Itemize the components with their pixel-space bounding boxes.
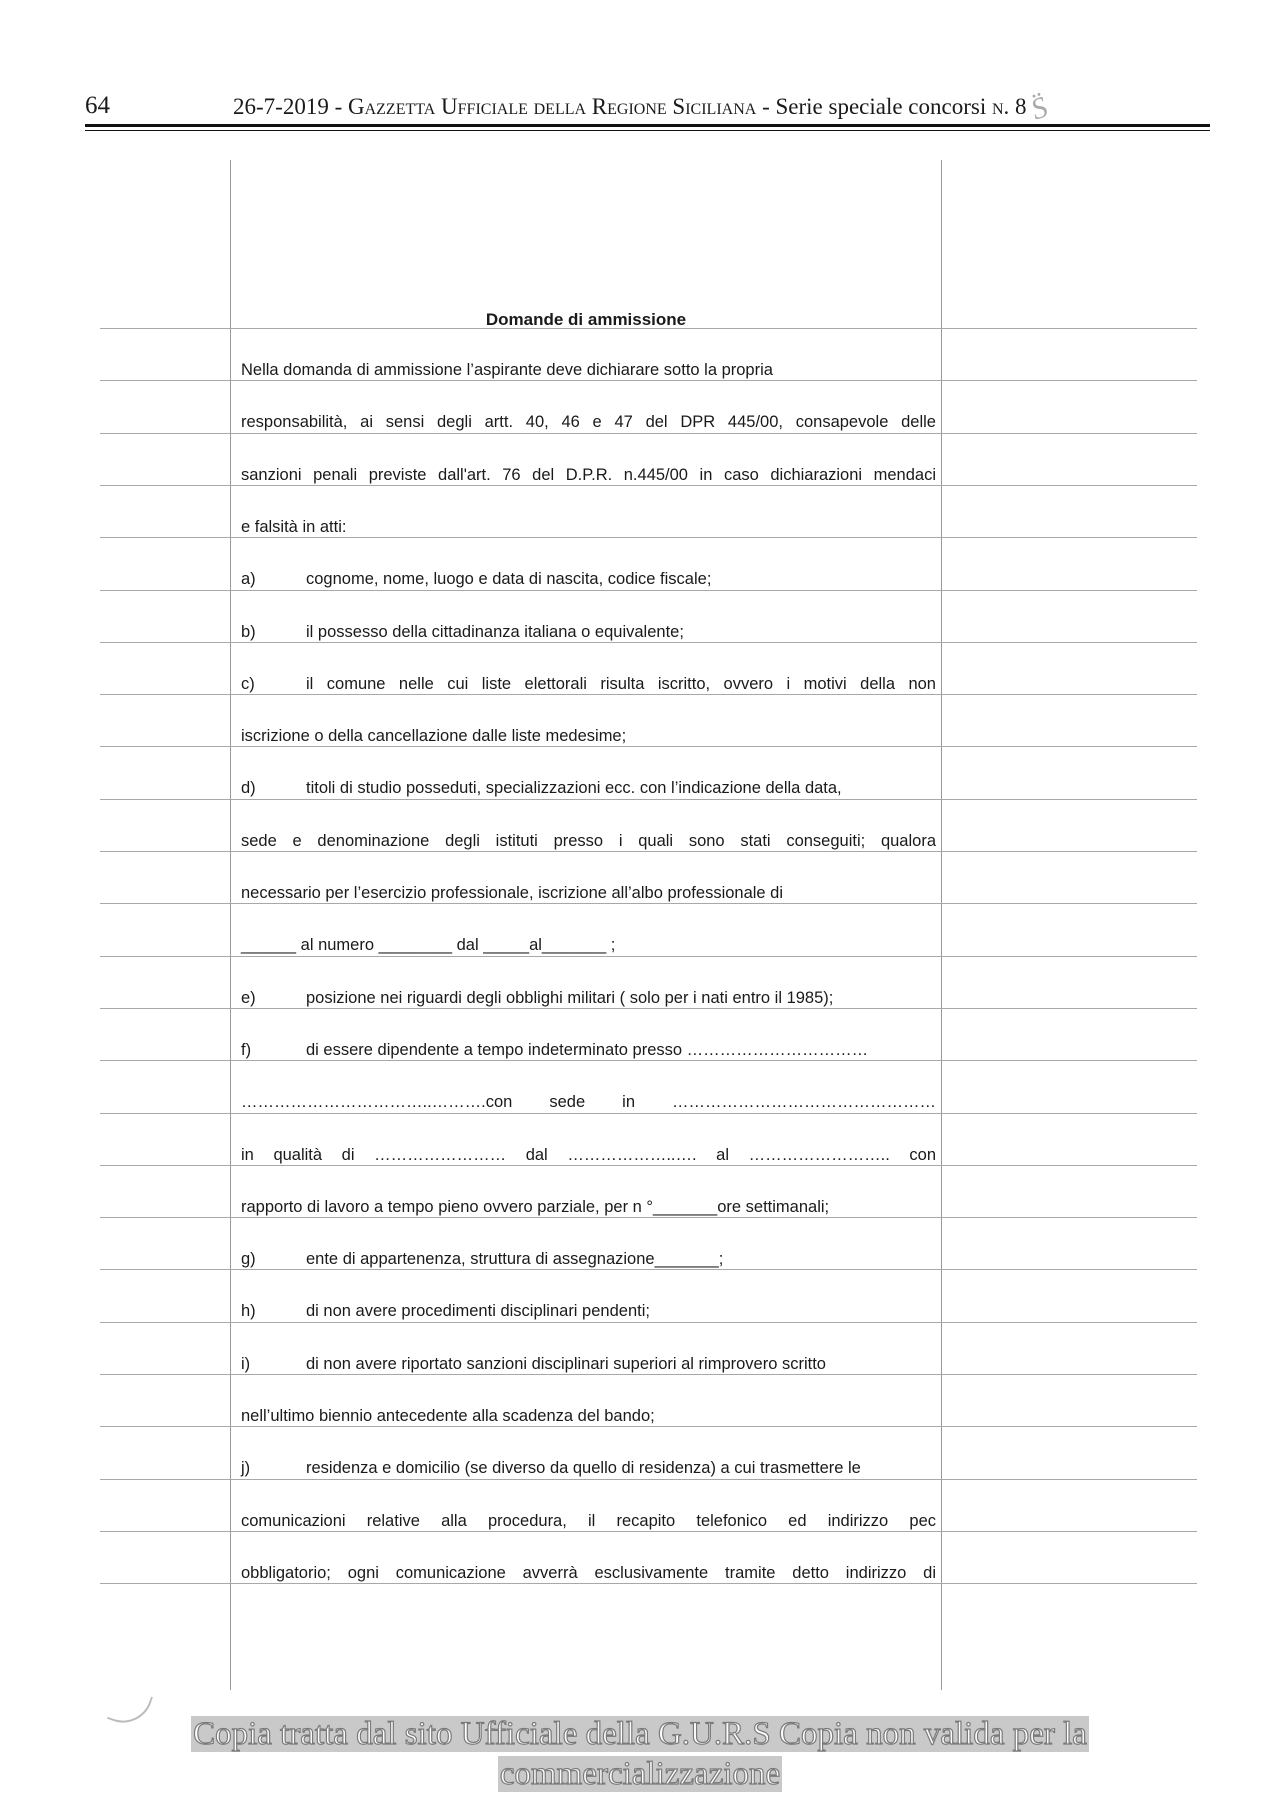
form-line [241,1564,936,1586]
header-title [233,94,1027,120]
series-name: - Serie speciale concorsi [756,94,992,119]
line-text: ……………………………..……….con sede in ………………………………………… [241,1093,936,1111]
line-text: sede e denominazione degli istituti presso i quali sono stati conseguiti; qualora [241,832,936,850]
item-label: f) [241,1041,252,1059]
right-margin-line [941,160,942,1690]
line-text: responsabilità, ai sensi degli artt. 40, 46 e 47 del DPR 445/00, consapevole delle [241,413,936,431]
publication-name: Gazzetta Ufficiale della Regione Siciliana [347,94,757,119]
line-text: rapporto di lavoro a tempo pieno ovvero parziale, per n °_______ore settimanali; [241,1198,830,1216]
header-date: 26-7-2019 - [233,94,348,119]
watermark-line-1: Copia tratta dal sito Ufficiale della G.U.R.S Copia non valida per la [193,1716,1087,1752]
form-line [241,1512,936,1534]
item-label: i) [241,1355,251,1373]
line-text: di non avere riportato sanzioni disciplinari superiori al rimprovero scritto [306,1355,826,1373]
form-line [241,1355,936,1377]
form-line [241,779,936,801]
form-line [241,1093,936,1115]
item-label: b) [241,623,256,641]
line-text: sanzioni penali previste dall'art. 76 del D.P.R. n.445/00 in caso dichiarazioni mendaci [241,466,936,484]
form-line [241,413,936,435]
page-number: 64 [85,92,110,119]
item-label: e) [241,989,256,1007]
issue-prefix: n. [991,94,1010,119]
form-line [241,675,936,697]
form-line [241,623,936,645]
watermark-line-2: commercializzazione [499,1756,781,1792]
line-text: in qualità di …………………… dal ………………..…. al …………………….. con [241,1146,936,1164]
line-text: il possesso della cittadinanza italiana o equivalente; [306,623,684,641]
item-label: d) [241,779,256,797]
item-label: c) [241,675,255,693]
form-line [241,936,936,958]
form-line [241,989,936,1011]
issue-number: 8 [1009,94,1027,119]
line-text: comunicazioni relative alla procedura, il recapito telefonico ed indirizzo pec [241,1512,936,1530]
form-line [241,1407,936,1429]
line-text: posizione nei riguardi degli obblighi militari ( solo per i nati entro il 1985); [306,989,834,1007]
form-line [241,1250,936,1272]
line-text: il comune nelle cui liste elettorali risulta iscritto, ovvero i motivi della non [306,675,936,693]
form-line [241,1459,936,1481]
line-text: di non avere procedimenti disciplinari pendenti; [306,1302,650,1320]
item-label: a) [241,570,256,588]
form-title: Domande di ammissione [485,310,687,329]
left-margin-line [230,160,231,1690]
line-text: obbligatorio; ogni comunicazione avverrà esclusivamente tramite detto indirizzo di [241,1564,936,1582]
form-line [241,727,936,749]
stamp-mark-icon: S̈ [1026,90,1053,127]
line-text: di essere dipendente a tempo indeterminato presso …………………………… [306,1041,869,1059]
item-label: h) [241,1302,256,1320]
form-line [241,1146,936,1168]
line-text: Nella domanda di ammissione l’aspirante deve dichiarare sotto la propria [241,361,773,379]
item-label: j) [241,1459,251,1477]
line-text: nell’ultimo biennio antecedente alla scadenza del bando; [241,1407,655,1425]
line-text: necessario per l’esercizio professionale, iscrizione all’albo professionale di [241,884,784,902]
form-line [241,361,936,383]
form-line [241,832,936,854]
line-text: iscrizione o della cancellazione dalle liste medesime; [241,727,627,745]
form-line [241,570,936,592]
line-text: titoli di studio posseduti, specializzazioni ecc. con l’indicazione della data, [306,779,842,797]
item-label: g) [241,1250,256,1268]
line-text: ______ al numero ________ dal _____al_______ ; [241,936,616,954]
form-line [241,1302,936,1324]
line-text: ente di appartenenza, struttura di assegnazione_______; [306,1250,724,1268]
line-text: cognome, nome, luogo e data di nascita, codice fiscale; [306,570,712,588]
form-line [241,884,936,906]
header-rule-thin [85,130,1210,131]
line-text: residenza e domicilio (se diverso da quello di residenza) a cui trasmettere le [306,1459,861,1477]
form-line [241,1041,936,1063]
line-text: e falsità in atti: [241,518,347,536]
form-line [241,466,936,488]
form-line [241,518,936,540]
form-line [241,1198,936,1220]
